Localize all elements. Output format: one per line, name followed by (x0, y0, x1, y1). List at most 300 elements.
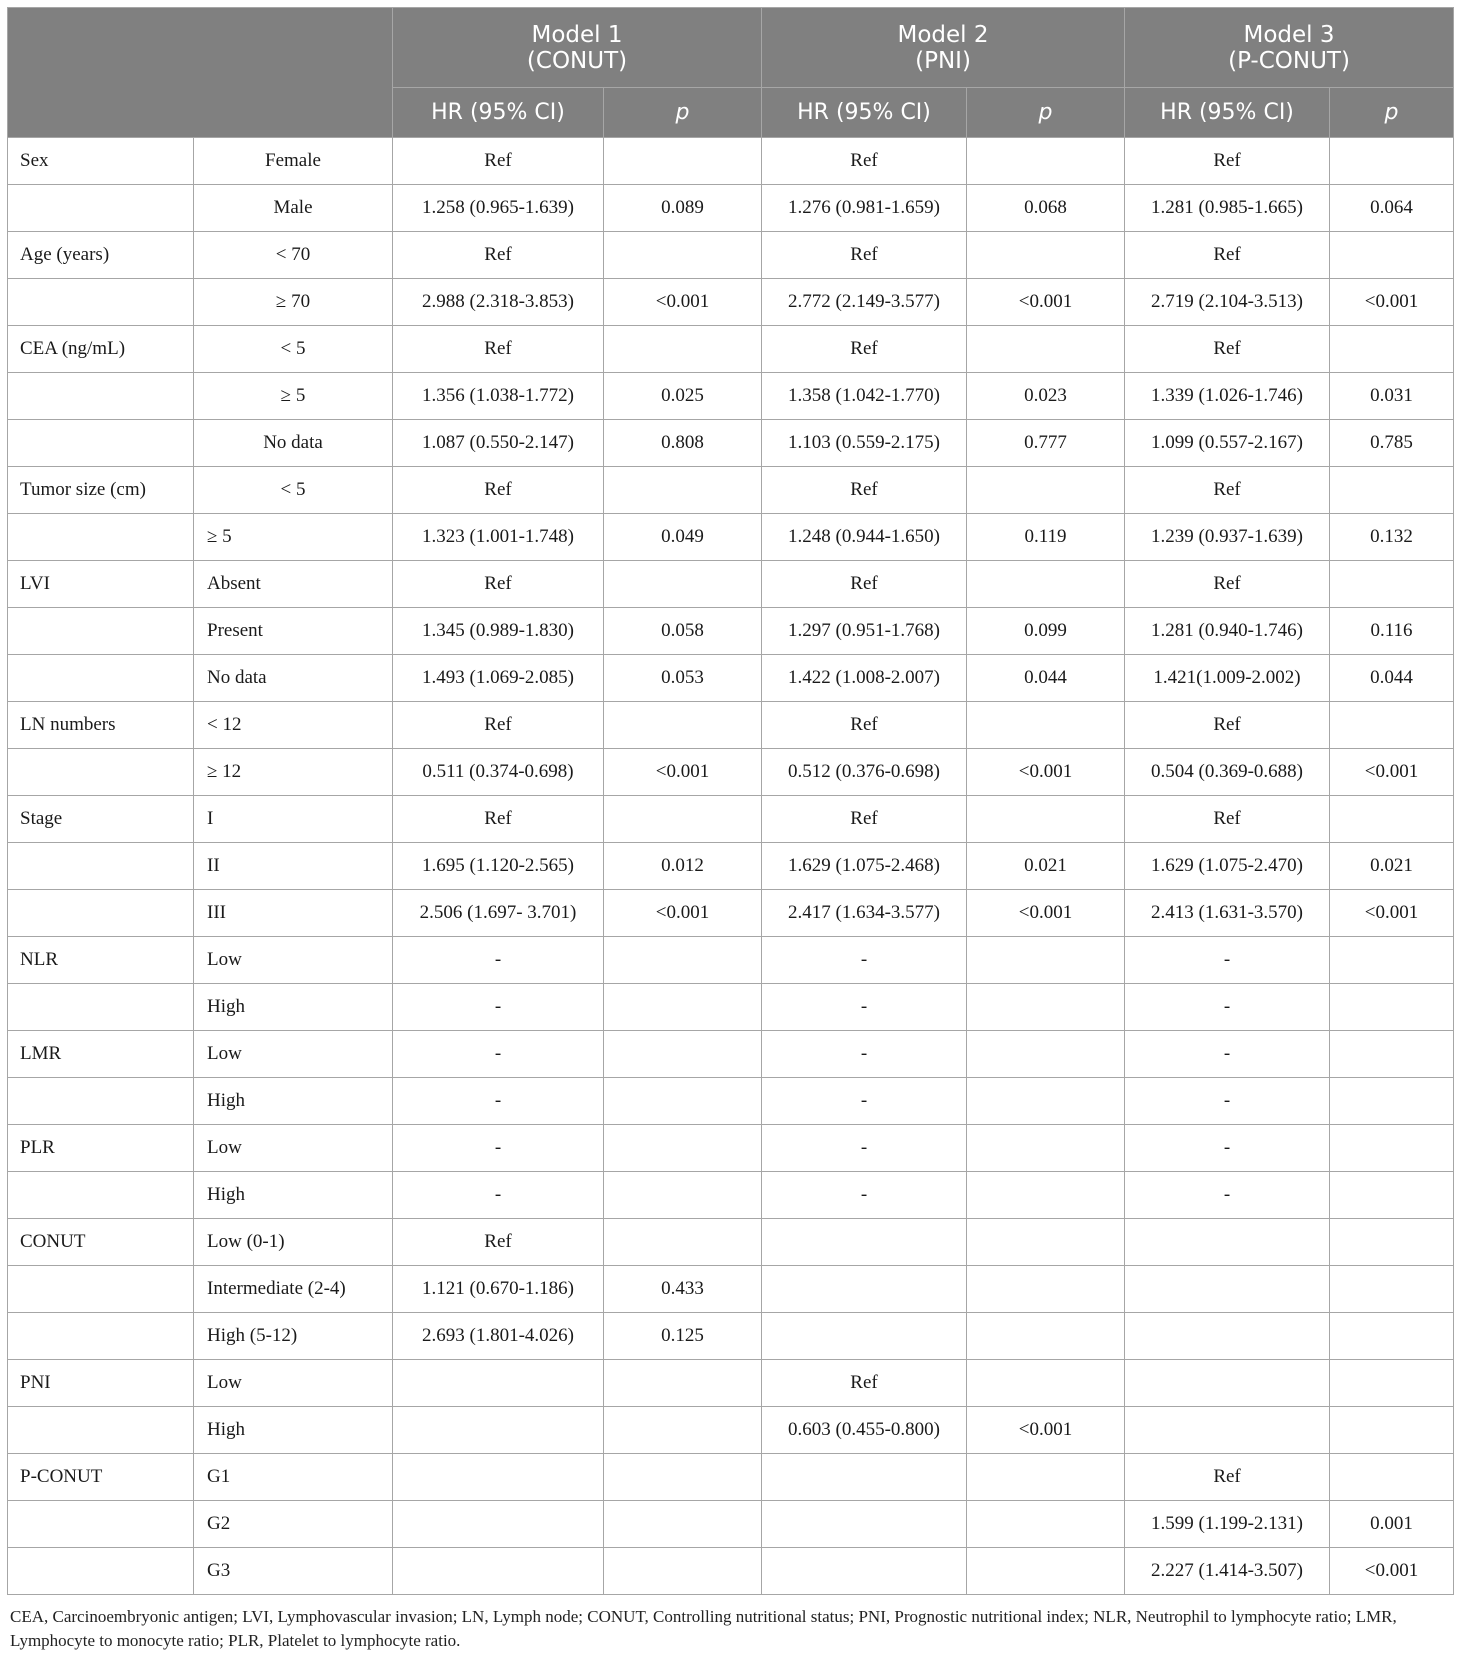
model-2-p-cell (967, 1313, 1125, 1360)
model-2-p-cell: 0.099 (967, 608, 1125, 655)
model-1-hr-cell: 1.493 (1.069-2.085) (393, 655, 604, 702)
table-row (8, 1454, 1454, 1501)
model-2-p-cell (967, 796, 1125, 843)
model-1-p-cell (604, 326, 762, 373)
model-3-hr-cell (1125, 1360, 1330, 1407)
model-3-p-cell: 0.021 (1330, 843, 1454, 890)
model-2-hr-cell: Ref (762, 702, 967, 749)
model-2-p-cell: 0.021 (967, 843, 1125, 890)
variable-cell: NLR (8, 937, 194, 984)
model-3-hr-cell: 1.281 (0.940-1.746) (1125, 608, 1330, 655)
model-1-p-cell: <0.001 (604, 279, 762, 326)
model-3-p-cell (1330, 232, 1454, 279)
model-3-hr-cell: Ref (1125, 232, 1330, 279)
model-2-p-cell (967, 1266, 1125, 1313)
model-1-hr-cell (393, 1548, 604, 1595)
level-cell: II (194, 843, 393, 890)
model-2-hr-cell: 1.358 (1.042-1.770) (762, 373, 967, 420)
table-row (8, 373, 1454, 420)
header-blank-cell (8, 8, 393, 138)
model-2-p-cell (967, 1360, 1125, 1407)
model-2-hr-cell: 0.603 (0.455-0.800) (762, 1407, 967, 1454)
level-cell: < 5 (194, 326, 393, 373)
table-container (7, 7, 1453, 1653)
model-1-p-cell (604, 1219, 762, 1266)
model-2-p-cell (967, 984, 1125, 1031)
header-p-model-1: p (604, 88, 762, 138)
model-1-hr-cell: 2.693 (1.801-4.026) (393, 1313, 604, 1360)
table-row (8, 796, 1454, 843)
model-3-hr-cell: Ref (1125, 326, 1330, 373)
level-cell: G2 (194, 1501, 393, 1548)
model-2-p-cell: 0.044 (967, 655, 1125, 702)
table-row (8, 608, 1454, 655)
model-2-hr-cell: - (762, 1078, 967, 1125)
variable-cell (8, 984, 194, 1031)
table-row (8, 467, 1454, 514)
variable-cell (8, 1407, 194, 1454)
model-1-name: Model 1 (531, 21, 623, 48)
model-1-p-cell: 0.053 (604, 655, 762, 702)
model-1-p-cell (604, 937, 762, 984)
variable-cell (8, 1172, 194, 1219)
model-1-p-cell (604, 561, 762, 608)
model-1-hr-cell: 1.695 (1.120-2.565) (393, 843, 604, 890)
table-row (8, 1407, 1454, 1454)
model-3-p-cell (1330, 984, 1454, 1031)
level-cell: I (194, 796, 393, 843)
model-3-hr-cell: - (1125, 1125, 1330, 1172)
level-cell: G1 (194, 1454, 393, 1501)
header-model-3 (1125, 8, 1454, 88)
model-3-hr-cell: Ref (1125, 467, 1330, 514)
level-cell: High (194, 1172, 393, 1219)
model-3-p-cell: 0.031 (1330, 373, 1454, 420)
model-3-p-cell (1330, 1219, 1454, 1266)
table-row (8, 890, 1454, 937)
variable-cell: Tumor size (cm) (8, 467, 194, 514)
model-3-p-cell (1330, 1125, 1454, 1172)
model-1-p-cell (604, 232, 762, 279)
table-row (8, 561, 1454, 608)
model-3-hr-cell (1125, 1407, 1330, 1454)
table-row (8, 843, 1454, 890)
model-3-p-cell: 0.116 (1330, 608, 1454, 655)
model-3-index: (P-CONUT) (1228, 47, 1350, 74)
model-1-hr-cell: 2.988 (2.318-3.853) (393, 279, 604, 326)
model-2-name: Model 2 (897, 21, 989, 48)
model-3-p-cell: 0.064 (1330, 185, 1454, 232)
model-1-hr-cell: 1.121 (0.670-1.186) (393, 1266, 604, 1313)
model-2-hr-cell: 1.629 (1.075-2.468) (762, 843, 967, 890)
model-1-hr-cell (393, 1454, 604, 1501)
model-2-hr-cell: Ref (762, 467, 967, 514)
model-2-hr-cell: Ref (762, 232, 967, 279)
variable-cell: P-CONUT (8, 1454, 194, 1501)
level-cell: G3 (194, 1548, 393, 1595)
model-1-hr-cell: Ref (393, 1219, 604, 1266)
model-1-p-cell (604, 1172, 762, 1219)
header-p-model-2: p (967, 88, 1125, 138)
table-row (8, 984, 1454, 1031)
model-3-p-cell (1330, 1031, 1454, 1078)
model-2-hr-cell: Ref (762, 138, 967, 185)
model-1-hr-cell: Ref (393, 138, 604, 185)
table-row (8, 1172, 1454, 1219)
model-2-p-cell (967, 326, 1125, 373)
level-cell: < 12 (194, 702, 393, 749)
level-cell: Absent (194, 561, 393, 608)
model-3-p-cell (1330, 561, 1454, 608)
model-3-p-cell: 0.044 (1330, 655, 1454, 702)
model-3-p-cell (1330, 796, 1454, 843)
model-2-p-cell: 0.023 (967, 373, 1125, 420)
model-2-p-cell (967, 937, 1125, 984)
model-2-p-cell (967, 138, 1125, 185)
model-1-p-cell: <0.001 (604, 890, 762, 937)
variable-cell (8, 373, 194, 420)
model-3-hr-cell: - (1125, 937, 1330, 984)
header-hr-model-2: HR (95% CI) (762, 88, 967, 138)
table-row (8, 1313, 1454, 1360)
table-row (8, 279, 1454, 326)
model-2-p-cell: <0.001 (967, 749, 1125, 796)
model-3-hr-cell: Ref (1125, 561, 1330, 608)
model-1-p-cell: 0.433 (604, 1266, 762, 1313)
model-1-hr-cell: 1.258 (0.965-1.639) (393, 185, 604, 232)
level-cell: Present (194, 608, 393, 655)
model-3-hr-cell: Ref (1125, 138, 1330, 185)
model-1-p-cell (604, 1078, 762, 1125)
model-2-p-cell: 0.068 (967, 185, 1125, 232)
model-1-hr-cell (393, 1407, 604, 1454)
model-2-hr-cell (762, 1454, 967, 1501)
model-2-p-cell (967, 1501, 1125, 1548)
model-3-hr-cell: Ref (1125, 1454, 1330, 1501)
variable-cell (8, 749, 194, 796)
model-2-hr-cell: Ref (762, 326, 967, 373)
model-1-hr-cell: - (393, 1125, 604, 1172)
table-header (8, 8, 1454, 138)
variable-cell (8, 655, 194, 702)
variable-cell: PLR (8, 1125, 194, 1172)
level-cell: High (194, 1078, 393, 1125)
level-cell: High (5-12) (194, 1313, 393, 1360)
level-cell: High (194, 1407, 393, 1454)
table-body (8, 138, 1454, 1595)
model-1-p-cell: 0.125 (604, 1313, 762, 1360)
model-2-hr-cell (762, 1313, 967, 1360)
variable-cell: PNI (8, 1360, 194, 1407)
variable-cell: CEA (ng/mL) (8, 326, 194, 373)
model-2-p-cell (967, 702, 1125, 749)
variable-cell: Age (years) (8, 232, 194, 279)
model-2-hr-cell: Ref (762, 561, 967, 608)
model-3-name: Model 3 (1243, 21, 1335, 48)
level-cell: ≥ 70 (194, 279, 393, 326)
results-table (7, 7, 1454, 1595)
model-2-hr-cell: Ref (762, 796, 967, 843)
model-3-hr-cell: - (1125, 984, 1330, 1031)
model-1-hr-cell: - (393, 937, 604, 984)
model-3-hr-cell: 1.599 (1.199-2.131) (1125, 1501, 1330, 1548)
model-1-hr-cell: 1.323 (1.001-1.748) (393, 514, 604, 561)
model-3-p-cell: 0.785 (1330, 420, 1454, 467)
variable-cell (8, 843, 194, 890)
level-cell: ≥ 12 (194, 749, 393, 796)
level-cell: No data (194, 655, 393, 702)
model-1-hr-cell: 1.356 (1.038-1.772) (393, 373, 604, 420)
model-3-hr-cell: 1.629 (1.075-2.470) (1125, 843, 1330, 890)
model-1-p-cell (604, 1125, 762, 1172)
model-2-hr-cell: 1.103 (0.559-2.175) (762, 420, 967, 467)
model-3-p-cell: <0.001 (1330, 279, 1454, 326)
model-2-hr-cell: 1.422 (1.008-2.007) (762, 655, 967, 702)
variable-cell: LVI (8, 561, 194, 608)
table-row (8, 1501, 1454, 1548)
model-2-p-cell: <0.001 (967, 1407, 1125, 1454)
model-2-hr-cell (762, 1219, 967, 1266)
level-cell: < 5 (194, 467, 393, 514)
table-footnote: CEA, Carcinoembryonic antigen; LVI, Lymphovascular invasion; LN, Lymph node; CONUT, Controlling nutritional status; PNI, Prognostic nutritional index; NLR, Neutrophil to lymphocyte ratio; LMR, Lymphocyte to monocyte ratio; PLR, Platelet to lymphocyte ratio. (10, 1607, 1397, 1650)
model-1-p-cell (604, 796, 762, 843)
model-1-p-cell: 0.089 (604, 185, 762, 232)
model-1-index: (CONUT) (526, 47, 628, 74)
model-1-p-cell (604, 1031, 762, 1078)
model-1-p-cell: 0.012 (604, 843, 762, 890)
model-1-hr-cell: 1.345 (0.989-1.830) (393, 608, 604, 655)
model-1-hr-cell: Ref (393, 232, 604, 279)
model-3-hr-cell: 1.281 (0.985-1.665) (1125, 185, 1330, 232)
level-cell: Intermediate (2-4) (194, 1266, 393, 1313)
model-2-p-cell (967, 1125, 1125, 1172)
variable-cell (8, 1266, 194, 1313)
model-1-hr-cell: Ref (393, 702, 604, 749)
model-3-hr-cell (1125, 1266, 1330, 1313)
model-2-p-cell (967, 467, 1125, 514)
model-1-hr-cell: - (393, 1078, 604, 1125)
model-3-p-cell (1330, 702, 1454, 749)
model-3-hr-cell: 2.227 (1.414-3.507) (1125, 1548, 1330, 1595)
table-row (8, 420, 1454, 467)
model-1-p-cell: 0.058 (604, 608, 762, 655)
model-1-hr-cell: - (393, 984, 604, 1031)
table-row (8, 749, 1454, 796)
model-2-hr-cell: Ref (762, 1360, 967, 1407)
model-2-p-cell (967, 1454, 1125, 1501)
variable-cell (8, 1548, 194, 1595)
model-3-p-cell (1330, 1313, 1454, 1360)
header-hr-model-3: HR (95% CI) (1125, 88, 1330, 138)
variable-cell: LMR (8, 1031, 194, 1078)
table-row (8, 1548, 1454, 1595)
model-1-hr-cell: Ref (393, 326, 604, 373)
variable-cell: Stage (8, 796, 194, 843)
model-1-hr-cell: Ref (393, 561, 604, 608)
model-2-hr-cell: - (762, 1172, 967, 1219)
variable-cell (8, 608, 194, 655)
model-3-p-cell: <0.001 (1330, 749, 1454, 796)
model-2-hr-cell (762, 1548, 967, 1595)
table-row (8, 1125, 1454, 1172)
variable-cell: LN numbers (8, 702, 194, 749)
model-2-hr-cell: 2.772 (2.149-3.577) (762, 279, 967, 326)
model-3-hr-cell: - (1125, 1078, 1330, 1125)
model-3-hr-cell: Ref (1125, 702, 1330, 749)
model-1-hr-cell: 1.087 (0.550-2.147) (393, 420, 604, 467)
model-3-p-cell (1330, 467, 1454, 514)
model-2-hr-cell (762, 1501, 967, 1548)
table-row (8, 232, 1454, 279)
variable-cell: CONUT (8, 1219, 194, 1266)
table-row (8, 514, 1454, 561)
level-cell: High (194, 984, 393, 1031)
model-2-hr-cell: - (762, 937, 967, 984)
level-cell: Low (194, 1031, 393, 1078)
model-2-index: (PNI) (915, 47, 971, 74)
model-2-hr-cell: - (762, 984, 967, 1031)
variable-cell (8, 185, 194, 232)
table-row (8, 1266, 1454, 1313)
level-cell: Female (194, 138, 393, 185)
model-1-p-cell (604, 1548, 762, 1595)
model-3-p-cell (1330, 1266, 1454, 1313)
model-2-hr-cell: 0.512 (0.376-0.698) (762, 749, 967, 796)
model-1-hr-cell: Ref (393, 796, 604, 843)
model-3-hr-cell: 1.099 (0.557-2.167) (1125, 420, 1330, 467)
model-2-p-cell (967, 561, 1125, 608)
model-3-p-cell (1330, 1172, 1454, 1219)
model-3-p-cell: 0.001 (1330, 1501, 1454, 1548)
model-3-hr-cell: 1.339 (1.026-1.746) (1125, 373, 1330, 420)
header-p-model-3: p (1330, 88, 1454, 138)
model-3-hr-cell (1125, 1219, 1330, 1266)
model-3-p-cell (1330, 1454, 1454, 1501)
model-1-p-cell (604, 984, 762, 1031)
level-cell: ≥ 5 (194, 373, 393, 420)
model-3-p-cell: <0.001 (1330, 890, 1454, 937)
model-1-p-cell (604, 467, 762, 514)
model-1-hr-cell: 0.511 (0.374-0.698) (393, 749, 604, 796)
model-2-p-cell (967, 1172, 1125, 1219)
model-2-p-cell: 0.119 (967, 514, 1125, 561)
model-3-p-cell (1330, 138, 1454, 185)
model-2-hr-cell (762, 1266, 967, 1313)
table-row (8, 1031, 1454, 1078)
model-3-p-cell: <0.001 (1330, 1548, 1454, 1595)
level-cell: III (194, 890, 393, 937)
variable-cell (8, 420, 194, 467)
model-2-p-cell (967, 232, 1125, 279)
table-row (8, 702, 1454, 749)
model-1-hr-cell: 2.506 (1.697- 3.701) (393, 890, 604, 937)
model-1-hr-cell: - (393, 1172, 604, 1219)
model-1-hr-cell: Ref (393, 467, 604, 514)
table-row (8, 937, 1454, 984)
model-3-hr-cell: - (1125, 1172, 1330, 1219)
model-2-hr-cell: - (762, 1031, 967, 1078)
model-2-p-cell: <0.001 (967, 279, 1125, 326)
table-row (8, 326, 1454, 373)
model-1-p-cell: 0.025 (604, 373, 762, 420)
model-3-hr-cell: Ref (1125, 796, 1330, 843)
model-3-p-cell (1330, 1360, 1454, 1407)
model-1-p-cell (604, 138, 762, 185)
model-3-hr-cell: 2.413 (1.631-3.570) (1125, 890, 1330, 937)
model-3-hr-cell: 0.504 (0.369-0.688) (1125, 749, 1330, 796)
model-3-hr-cell (1125, 1313, 1330, 1360)
model-3-hr-cell: - (1125, 1031, 1330, 1078)
model-2-p-cell (967, 1219, 1125, 1266)
variable-cell (8, 1501, 194, 1548)
level-cell: Low (194, 1125, 393, 1172)
model-3-hr-cell: 1.239 (0.937-1.639) (1125, 514, 1330, 561)
table-row (8, 1078, 1454, 1125)
model-2-hr-cell: 1.276 (0.981-1.659) (762, 185, 967, 232)
model-2-p-cell: <0.001 (967, 890, 1125, 937)
variable-cell (8, 514, 194, 561)
table-row (8, 1219, 1454, 1266)
model-1-p-cell (604, 1407, 762, 1454)
model-2-hr-cell: 1.248 (0.944-1.650) (762, 514, 967, 561)
model-2-hr-cell: 1.297 (0.951-1.768) (762, 608, 967, 655)
model-2-p-cell (967, 1031, 1125, 1078)
model-3-p-cell: 0.132 (1330, 514, 1454, 561)
model-1-p-cell (604, 1501, 762, 1548)
table-row (8, 185, 1454, 232)
variable-cell: Sex (8, 138, 194, 185)
table-row (8, 1360, 1454, 1407)
table-row (8, 655, 1454, 702)
variable-cell (8, 890, 194, 937)
table-row (8, 138, 1454, 185)
model-3-hr-cell: 2.719 (2.104-3.513) (1125, 279, 1330, 326)
header-model-2 (762, 8, 1125, 88)
level-cell: ≥ 5 (194, 514, 393, 561)
level-cell: Low (194, 1360, 393, 1407)
model-2-hr-cell: 2.417 (1.634-3.577) (762, 890, 967, 937)
model-1-p-cell (604, 702, 762, 749)
model-3-p-cell (1330, 1407, 1454, 1454)
model-2-p-cell (967, 1548, 1125, 1595)
model-1-p-cell: <0.001 (604, 749, 762, 796)
level-cell: Male (194, 185, 393, 232)
model-3-p-cell (1330, 326, 1454, 373)
model-2-p-cell (967, 1078, 1125, 1125)
level-cell: No data (194, 420, 393, 467)
variable-cell (8, 1313, 194, 1360)
model-1-hr-cell (393, 1501, 604, 1548)
model-1-hr-cell: - (393, 1031, 604, 1078)
variable-cell (8, 1078, 194, 1125)
level-cell: < 70 (194, 232, 393, 279)
model-2-hr-cell: - (762, 1125, 967, 1172)
model-3-hr-cell: 1.421(1.009-2.002) (1125, 655, 1330, 702)
model-1-p-cell: 0.808 (604, 420, 762, 467)
model-1-p-cell (604, 1360, 762, 1407)
model-3-p-cell (1330, 937, 1454, 984)
level-cell: Low (194, 937, 393, 984)
model-1-p-cell: 0.049 (604, 514, 762, 561)
model-2-p-cell: 0.777 (967, 420, 1125, 467)
model-1-hr-cell (393, 1360, 604, 1407)
level-cell: Low (0-1) (194, 1219, 393, 1266)
header-model-1 (393, 8, 762, 88)
header-hr-model-1: HR (95% CI) (393, 88, 604, 138)
model-1-p-cell (604, 1454, 762, 1501)
variable-cell (8, 279, 194, 326)
model-3-p-cell (1330, 1078, 1454, 1125)
